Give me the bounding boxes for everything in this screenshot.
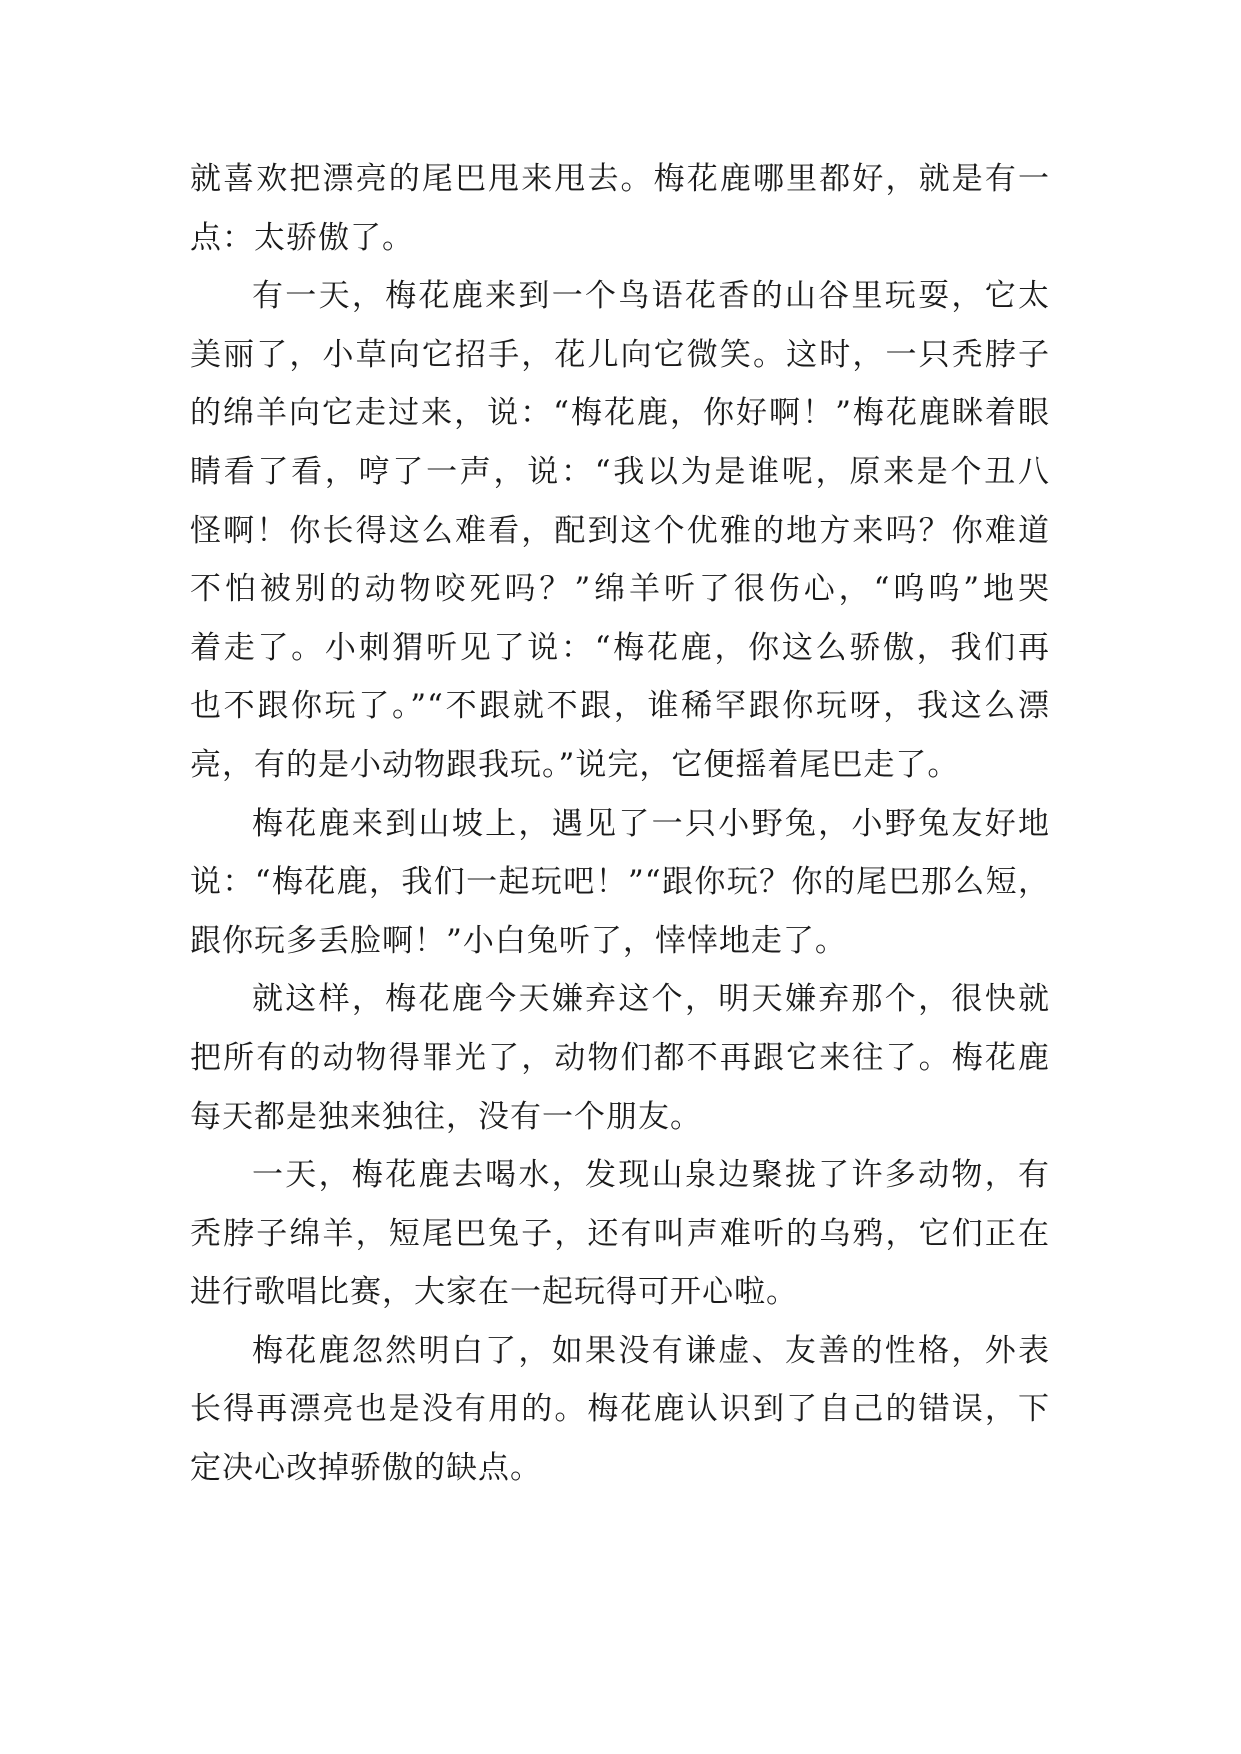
text-line: 每天都是独来独往，没有一个朋友。: [190, 1098, 702, 1135]
paragraph: [190, 795, 1050, 971]
text-line: 说：“梅花鹿，我们一起玩吧！”“跟你玩？你的尾巴那么短，: [190, 864, 1050, 901]
paragraph: [190, 1322, 1050, 1498]
text-line: 点：太骄傲了。: [190, 219, 414, 256]
text-line: 有一天，梅花鹿来到一个鸟语花香的山谷里玩耍，它太: [252, 278, 1050, 315]
text-line: 怪啊！你长得这么难看，配到这个优雅的地方来吗？你难道: [190, 512, 1050, 549]
text-line: 秃脖子绵羊，短尾巴兔子，还有叫声难听的乌鸦，它们正在: [190, 1215, 1050, 1252]
text-line: 亮，有的是小动物跟我玩。”说完，它便摇着尾巴走了。: [190, 746, 960, 783]
text-line: 就这样，梅花鹿今天嫌弃这个，明天嫌弃那个，很快就: [252, 981, 1050, 1018]
text-line: 睛看了看，哼了一声，说：“我以为是谁呢，原来是个丑八: [190, 453, 1050, 490]
paragraph: [190, 970, 1050, 1146]
text-line: 把所有的动物得罪光了，动物们都不再跟它来往了。梅花鹿: [190, 1039, 1050, 1076]
text-line: 就喜欢把漂亮的尾巴甩来甩去。梅花鹿哪里都好，就是有一: [190, 161, 1050, 197]
text-line: 一天，梅花鹿去喝水，发现山泉边聚拢了许多动物，有: [252, 1157, 1050, 1194]
text-line: 跟你玩多丢脸啊！”小白兔听了，悻悻地走了。: [190, 922, 847, 959]
text-line: 进行歌唱比赛，大家在一起玩得可开心啦。: [190, 1274, 798, 1311]
story-text: [190, 150, 1050, 1498]
text-line: 美丽了，小草向它招手，花儿向它微笑。这时，一只秃脖子: [190, 336, 1050, 373]
text-line: 不怕被别的动物咬死吗？”绵羊听了很伤心，“呜呜”地哭: [190, 571, 1050, 608]
paragraph: [190, 150, 1050, 267]
text-line: 定决心改掉骄傲的缺点。: [190, 1450, 542, 1487]
text-line: 着走了。小刺猬听见了说：“梅花鹿，你这么骄傲，我们再: [190, 629, 1050, 666]
text-line: 梅花鹿来到山坡上，遇见了一只小野兔，小野兔友好地: [252, 805, 1050, 842]
text-line: 长得再漂亮也是没有用的。梅花鹿认识到了自己的错误，下: [190, 1391, 1050, 1428]
paragraph: [190, 267, 1050, 794]
text-line: 梅花鹿忽然明白了，如果没有谦虚、友善的性格，外表: [252, 1332, 1050, 1369]
paragraph: [190, 1146, 1050, 1322]
text-line: 也不跟你玩了。”“不跟就不跟，谁稀罕跟你玩呀，我这么漂: [190, 688, 1050, 725]
text-line: 的绵羊向它走过来，说：“梅花鹿，你好啊！”梅花鹿眯着眼: [190, 395, 1050, 432]
